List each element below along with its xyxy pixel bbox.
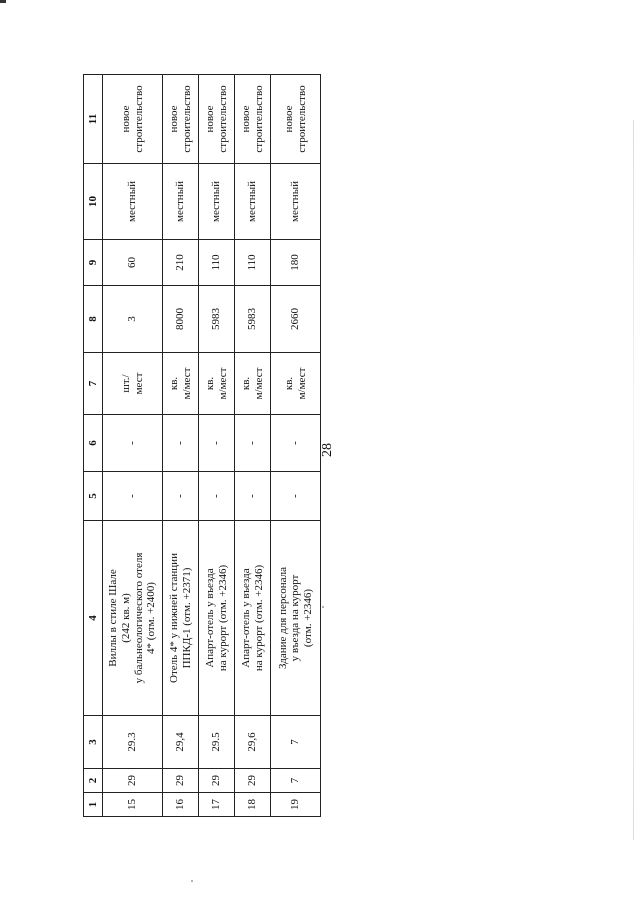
table-row	[163, 75, 199, 817]
object-code-cell: 7	[271, 716, 321, 769]
column-5-cell: -	[163, 472, 199, 521]
unit-cell: кв. м/мест	[199, 353, 235, 415]
row-number-cell: 16	[163, 793, 199, 817]
page-number: 28	[320, 443, 335, 457]
column-6-cell: -	[235, 415, 271, 472]
construction-type-cell: новое строительство	[163, 75, 199, 164]
column-header: 10	[84, 164, 103, 240]
column-header: 9	[84, 240, 103, 286]
unit-cell: шт./ мест	[103, 353, 163, 415]
object-name-cell: Отель 4* у нижней станции ППКД-1 (отм. +2371)	[163, 521, 199, 716]
significance-cell: местный	[163, 164, 199, 240]
zone-cell: 29	[199, 769, 235, 793]
row-number-cell: 17	[199, 793, 235, 817]
capacity-cell: 180	[271, 240, 321, 286]
unit-cell: кв. м/мест	[235, 353, 271, 415]
object-name-cell: Виллы в стиле Шале (242 кв. м) у бальнеологического отеля 4* (отм. +2400)	[103, 521, 163, 716]
column-header: 5	[84, 472, 103, 521]
column-6-cell: -	[103, 415, 163, 472]
zone-cell: 29	[163, 769, 199, 793]
column-5-cell: -	[235, 472, 271, 521]
capacity-cell: 110	[199, 240, 235, 286]
column-6-cell: -	[199, 415, 235, 472]
column-5-cell: -	[199, 472, 235, 521]
column-6-cell: -	[163, 415, 199, 472]
object-code-cell: 29.5	[199, 716, 235, 769]
capacity-cell: 110	[235, 240, 271, 286]
area-cell: 5983	[235, 286, 271, 353]
column-header: 4	[84, 521, 103, 716]
row-number-cell: 15	[103, 793, 163, 817]
column-6-cell: -	[271, 415, 321, 472]
area-cell: 2660	[271, 286, 321, 353]
zone-cell: 29	[103, 769, 163, 793]
table-row	[199, 75, 235, 817]
capacity-cell: 210	[163, 240, 199, 286]
object-code-cell: 29,6	[235, 716, 271, 769]
column-header: 3	[84, 716, 103, 769]
column-header: 8	[84, 286, 103, 353]
area-cell: 3	[103, 286, 163, 353]
zone-cell: 7	[271, 769, 321, 793]
table-header-row	[84, 75, 103, 817]
object-name-cell: Апарт-отель у въезда на курорт (отм. +2346)	[235, 521, 271, 716]
column-header: 7	[84, 353, 103, 415]
object-code-cell: 29.3	[103, 716, 163, 769]
construction-type-cell: новое строительство	[271, 75, 321, 164]
significance-cell: местный	[103, 164, 163, 240]
unit-cell: кв. м/мест	[271, 353, 321, 415]
table-row	[235, 75, 271, 817]
table-row	[271, 75, 321, 817]
table-row	[103, 75, 163, 817]
column-5-cell: -	[271, 472, 321, 521]
row-number-cell: 19	[271, 793, 321, 817]
area-cell: 5983	[199, 286, 235, 353]
significance-cell: местный	[235, 164, 271, 240]
area-cell: 8000	[163, 286, 199, 353]
zone-cell: 29	[235, 769, 271, 793]
object-name-cell: Апарт-отель у въезда на курорт (отм. +2346)	[199, 521, 235, 716]
column-header: 2	[84, 769, 103, 793]
significance-cell: местный	[271, 164, 321, 240]
scan-speck	[322, 606, 324, 608]
column-5-cell: -	[103, 472, 163, 521]
object-code-cell: 29,4	[163, 716, 199, 769]
significance-cell: местный	[199, 164, 235, 240]
scan-corner-mark	[0, 0, 6, 3]
rotated-table-container	[83, 75, 314, 817]
construction-type-cell: новое строительство	[199, 75, 235, 164]
column-header: 1	[84, 793, 103, 817]
row-number-cell: 18	[235, 793, 271, 817]
scan-edge-line	[633, 120, 634, 840]
construction-type-cell: новое строительство	[235, 75, 271, 164]
object-name-cell: Здание для персонала у въезда на курорт (отм. +2346)	[271, 521, 321, 716]
scan-speck	[191, 880, 193, 882]
capacity-cell: 60	[103, 240, 163, 286]
objects-table	[83, 74, 321, 817]
construction-type-cell: новое строительство	[103, 75, 163, 164]
column-header: 6	[84, 415, 103, 472]
column-header: 11	[84, 75, 103, 164]
unit-cell: кв. м/мест	[163, 353, 199, 415]
